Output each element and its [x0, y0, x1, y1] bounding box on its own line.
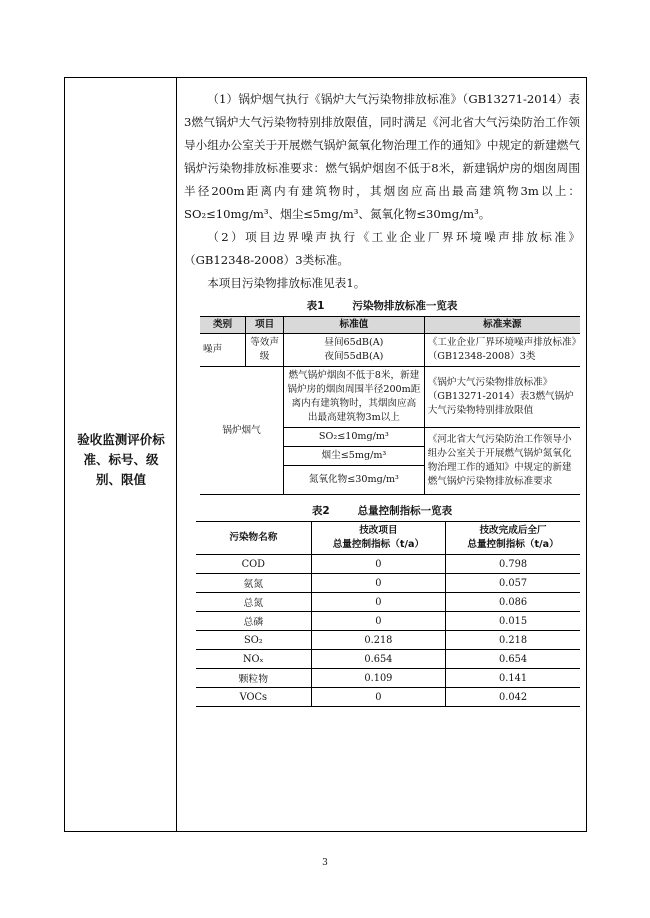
cell-plant-quota: 0.042	[446, 688, 580, 707]
cell-plant-quota: 0.798	[446, 555, 580, 574]
row-label: 验收监测评价标准、标号、级别、限值	[77, 432, 165, 487]
cell-value: SO₂≤10mg/m³	[284, 428, 425, 447]
table-row	[196, 631, 580, 650]
table-header-row	[196, 522, 580, 555]
cell-category: 锅炉烟气	[200, 367, 284, 495]
header-category: 类别	[200, 317, 246, 334]
cell-plant-quota: 0.218	[446, 631, 580, 650]
cell-project-quota: 0.218	[311, 631, 445, 650]
header-source: 标准来源	[424, 317, 580, 334]
cell-source: 《工业企业厂界环境噪声排放标准》（GB12348-2008）3类	[424, 334, 580, 367]
header-pollutant: 污染物名称	[196, 522, 311, 555]
cell-project-quota: 0	[311, 688, 445, 707]
header-plant-quota: 技改完成后全厂 总量控制指标（t/a）	[446, 522, 580, 555]
header-project-quota: 技改项目 总量控制指标（t/a）	[311, 522, 445, 555]
cell-project-quota: 0	[311, 593, 445, 612]
cell-item: 等效声级	[246, 334, 284, 367]
content-cell	[184, 88, 580, 707]
table-row	[196, 669, 580, 688]
cell-value: 烟尘≤5mg/m³	[284, 447, 425, 466]
cell-source: 《锅炉大气污染物排放标准》（GB13271-2014）表3燃气锅炉大气污染物特别排放限值	[424, 367, 580, 428]
paragraph-noise-standard: （2）项目边界噪声执行《工业企业厂界环境噪声排放标准》（GB12348-2008）3类标准。	[184, 230, 580, 267]
cell-plant-quota: 0.015	[446, 612, 580, 631]
page-number: 3	[322, 858, 328, 868]
table1-caption-title: 污染物排放标准一览表	[352, 300, 458, 312]
cell-plant-quota: 0.654	[446, 650, 580, 669]
cell-pollutant: 总磷	[196, 612, 311, 631]
emission-standard-table	[200, 316, 580, 495]
table2-caption	[184, 503, 580, 518]
table-row	[196, 688, 580, 707]
cell-plant-quota: 0.086	[446, 593, 580, 612]
total-control-table	[196, 521, 580, 707]
table-row	[196, 574, 580, 593]
cell-value: 昼间65dB(A) 夜间55dB(A)	[284, 334, 425, 367]
cell-pollutant: VOCs	[196, 688, 311, 707]
cell-category: 噪声	[200, 334, 246, 367]
table1-caption	[184, 298, 580, 313]
cell-plant-quota: 0.141	[446, 669, 580, 688]
table1-caption-no: 表1	[306, 300, 325, 312]
cell-pollutant: 总氮	[196, 593, 311, 612]
cell-value: 氮氧化物≤30mg/m³	[284, 466, 425, 495]
cell-project-quota: 0.109	[311, 669, 445, 688]
table-row	[196, 650, 580, 669]
cell-pollutant: COD	[196, 555, 311, 574]
table-row	[200, 367, 580, 428]
cell-pollutant: SO₂	[196, 631, 311, 650]
header-item: 项目	[246, 317, 284, 334]
cell-project-quota: 0	[311, 555, 445, 574]
table-header-row	[200, 317, 580, 334]
cell-pollutant: 颗粒物	[196, 669, 311, 688]
paragraph-boiler-standard: （1）锅炉烟气执行《锅炉大气污染物排放标准》（GB13271-2014）表3燃气锅炉大气污染物特别排放限值，同时满足《河北省大气污染防治工作领导小组办公室关于开展燃气锅炉氮氧化物治理工作的通知》中规定的新建燃气锅炉污染物排放标准要求：燃气锅炉烟囱不低于8米，新建锅炉房的烟囱周围半径200m距离内有建筑物时，其烟囱应高出最高建筑物3m以上：SO₂≤10mg/m³、烟尘≤5mg/m³、氮氧化物≤30mg/m³。	[184, 92, 580, 221]
table2-caption-title: 总量控制指标一览表	[357, 505, 453, 517]
table-row	[196, 612, 580, 631]
cell-project-quota: 0	[311, 612, 445, 631]
header-value: 标准值	[284, 317, 425, 334]
cell-source: 《河北省大气污染防治工作领导小组办公室关于开展燃气锅炉氮氧化物治理工作的通知》中规定的新建燃气锅炉污染物排放标准要求	[424, 428, 580, 495]
cell-project-quota: 0.654	[311, 650, 445, 669]
table-row	[196, 555, 580, 574]
table-row	[200, 334, 580, 367]
column-divider	[176, 77, 177, 832]
cell-value: 燃气锅炉烟囱不低于8米，新建锅炉房的烟囱周围半径200m距离内有建筑物时，其烟囱应高出最高建筑物3m以上	[284, 367, 425, 428]
cell-pollutant: NOₓ	[196, 650, 311, 669]
table2-caption-no: 表2	[311, 505, 330, 517]
cell-plant-quota: 0.057	[446, 574, 580, 593]
cell-pollutant: 氨氮	[196, 574, 311, 593]
table-row	[196, 593, 580, 612]
paragraph-table-ref: 本项目污染物排放标准见表1。	[207, 276, 366, 290]
cell-project-quota: 0	[311, 574, 445, 593]
